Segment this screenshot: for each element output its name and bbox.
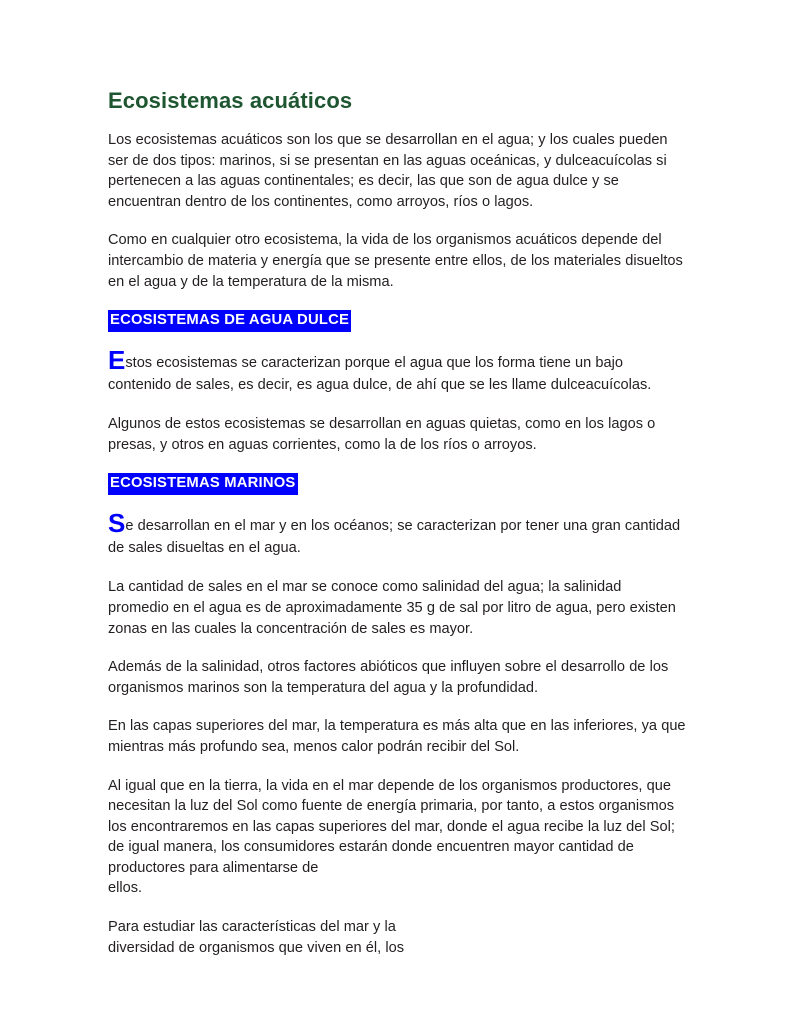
paragraph-final [108,917,686,958]
paragraph-producers [108,776,686,900]
paragraph-freshwater-text: stos ecosistemas se caracterizan porque el agua que los forma tiene un bajo contenido de sales, es decir, es agua dulce, de ahí que se les llame dulceacuícolas. [108,355,652,394]
dropcap-s: S [108,508,126,539]
paragraph-abiotic-factors: Además de la salinidad, otros factores abióticos que influyen sobre el desarrollo de los organismos marinos son la temperatura del agua y la profundidad. [108,659,669,696]
paragraph-intro: Los ecosistemas acuáticos son los que se desarrollan en el agua; y los cuales pueden ser de dos tipos: marinos, si se presentan en las aguas oceánicas, y dulceacuícolas si pertenecen a las aguas continentales; es decir, las que son de agua dulce y se encuentran dentro de los continentes, como arroyos, ríos o lagos. [108,132,668,210]
paragraph-exchange: Como en cualquier otro ecosistema, la vida de los organismos acuáticos depende del intercambio de materia y energía que se presente entre ellos, de los materiales disueltos en el agua y de la temperatura de la misma. [108,232,683,290]
paragraph-freshwater-types: Algunos de estos ecosistemas se desarrollan en aguas quietas, como en los lagos o presas, y otros en aguas corrientes, como la de los ríos o arroyos. [108,416,656,453]
paragraph-producers-line-a: Al igual que en la tierra, la vida en el mar depende de los organismos productores, que necesitan la luz del Sol como fuente de energía primaria, por tanto, a estos organismos los encontraremos en las capas superiores del mar, donde el agua recibe la luz del Sol; de igual manera, los consumidores estarán donde encuentren mayor cantidad de productores para alimentarse de [108,777,675,876]
paragraph-salinity: La cantidad de sales en el mar se conoce como salinidad del agua; la salinidad promedio en el agua es de aproximadamente 35 g de sal por litro de agua, pero existen zonas en las cuales la concentración de sales es mayor. [108,579,676,637]
dropcap-e: E [108,345,126,376]
paragraph-final-line-2: diversidad de organismos que viven en él, los [108,939,404,956]
page-title: Ecosistemas acuáticos [108,88,353,113]
paragraph-sea-layers: En las capas superiores del mar, la temperatura es más alta que en las inferiores, ya que mientras más profundo sea, menos calor podrán recibir del Sol. [108,718,686,755]
paragraph-final-line-1: Para estudiar las características del mar y la [108,919,396,936]
paragraph-marine-text: e desarrollan en el mar y en los océanos; se caracterizan por tener una gran cantidad de sales disueltas en el agua. [108,518,681,557]
heading-marine-block [108,473,686,501]
paragraph-producers-line-b: ellos. [108,880,143,897]
heading-ecosistemas-marinos: ECOSISTEMAS MARINOS [108,473,298,495]
paragraph-marine [108,508,686,559]
heading-freshwater-block [108,310,686,338]
paragraph-freshwater [108,345,686,396]
heading-ecosistemas-agua-dulce: ECOSISTEMAS DE AGUA DULCE [108,310,351,332]
document-content [108,88,686,976]
